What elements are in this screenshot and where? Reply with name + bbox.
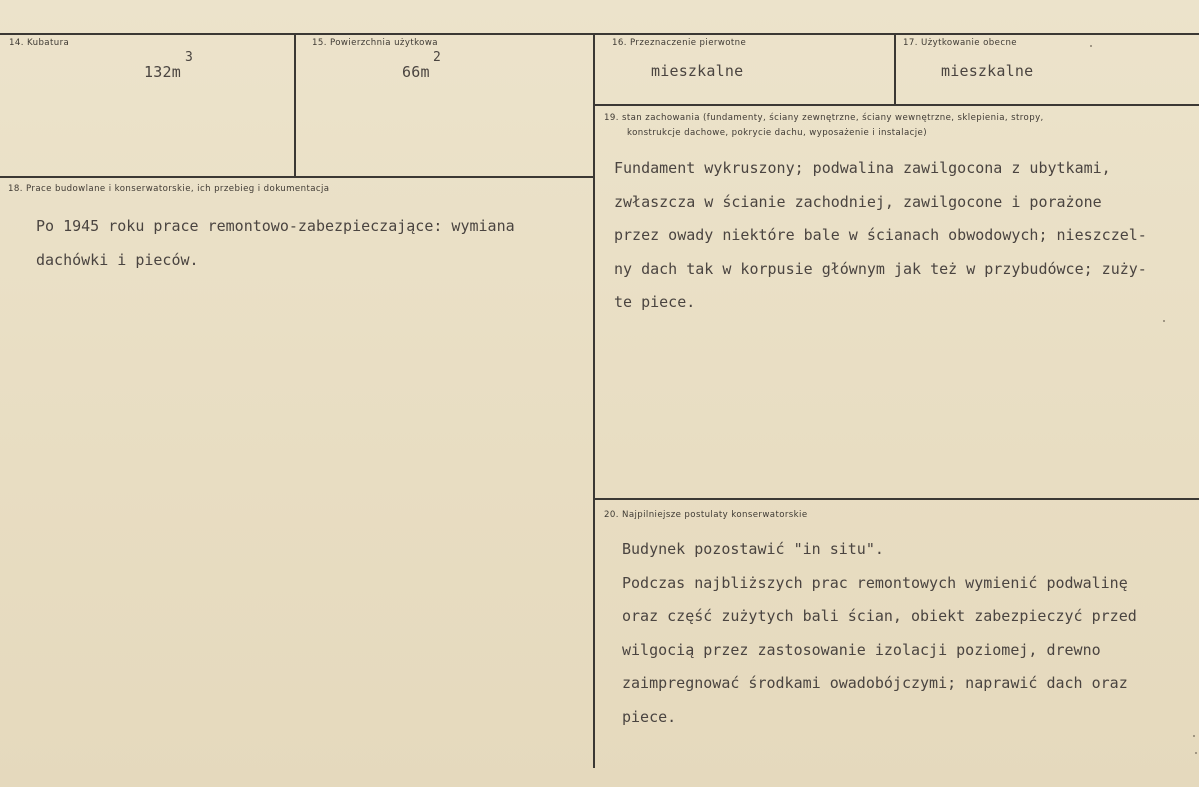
field-20-line: zaimpregnować środkami owadobójczymi; naprawić dach oraz	[622, 674, 1128, 692]
divider-15-16	[593, 33, 595, 768]
field-15-label: 15. Powierzchnia użytkowa	[312, 38, 438, 48]
field-19-line: przez owady niektóre bale w ścianach obwodowych; nieszczel-	[614, 226, 1147, 244]
rule-under-19	[593, 498, 1199, 500]
field-20-line: Podczas najbliższych prac remontowych wymienić podwalinę	[622, 573, 1128, 592]
rule-under-16-17	[593, 104, 1199, 106]
field-18-label: 18. Prace budowlane i konserwatorskie, ich przebieg i dokumentacja	[8, 184, 330, 194]
field-19-line: zwłaszcza w ścianie zachodniej, zawilgocone i porażone	[614, 192, 1102, 211]
field-18-line: dachówki i pieców.	[36, 250, 199, 269]
field-17-value: mieszkalne	[941, 62, 1034, 80]
field-18-text	[36, 210, 515, 277]
divider-16-17	[894, 33, 896, 105]
rule-under-14-15	[0, 176, 594, 178]
field-20-line: piece.	[622, 707, 677, 726]
field-20-line: Budynek pozostawić "in situ".	[622, 540, 884, 558]
paper-speck	[1195, 752, 1197, 754]
field-16-value: mieszkalne	[651, 62, 744, 80]
field-19-line: ny dach tak w korpusie głównym jak też w przybudówce; zuży-	[614, 259, 1147, 278]
field-15-value: 66m	[402, 63, 430, 81]
field-20-text	[622, 533, 1137, 734]
divider-14-15	[294, 33, 296, 177]
field-15-exponent: 2	[433, 50, 441, 65]
field-17-label: 17. Użytkowanie obecne	[903, 38, 1017, 48]
top-rule	[0, 33, 1199, 35]
paper-speck	[1090, 45, 1092, 47]
field-14-exponent: 3	[185, 50, 193, 65]
field-20-line: wilgocią przez zastosowanie izolacji poziomej, drewno	[622, 640, 1101, 659]
paper-speck	[1193, 735, 1195, 737]
field-16-label: 16. Przeznaczenie pierwotne	[612, 38, 747, 48]
paper-speck	[1163, 320, 1165, 322]
field-19-line: te piece.	[614, 293, 696, 311]
field-20-label: 20. Najpilniejsze postulaty konserwatorskie	[604, 510, 808, 520]
field-14-label: 14. Kubatura	[9, 38, 70, 48]
field-14-value: 132m	[144, 63, 181, 81]
field-20-line: oraz część zużytych bali ścian, obiekt zabezpieczyć przed	[622, 607, 1137, 625]
field-18-line: Po 1945 roku prace remontowo-zabezpieczające: wymiana	[36, 217, 515, 235]
field-19-text	[614, 152, 1147, 320]
field-19-line: Fundament wykruszony; podwalina zawilgocona z ubytkami,	[614, 159, 1111, 177]
field-19-label-line-1: 19. stan zachowania (fundamenty, ściany zewnętrzne, ściany wewnętrzne, sklepienia, stropy,	[604, 113, 1044, 123]
field-19-label-line-2: konstrukcje dachowe, pokrycie dachu, wyposażenie i instalacje)	[627, 128, 927, 138]
